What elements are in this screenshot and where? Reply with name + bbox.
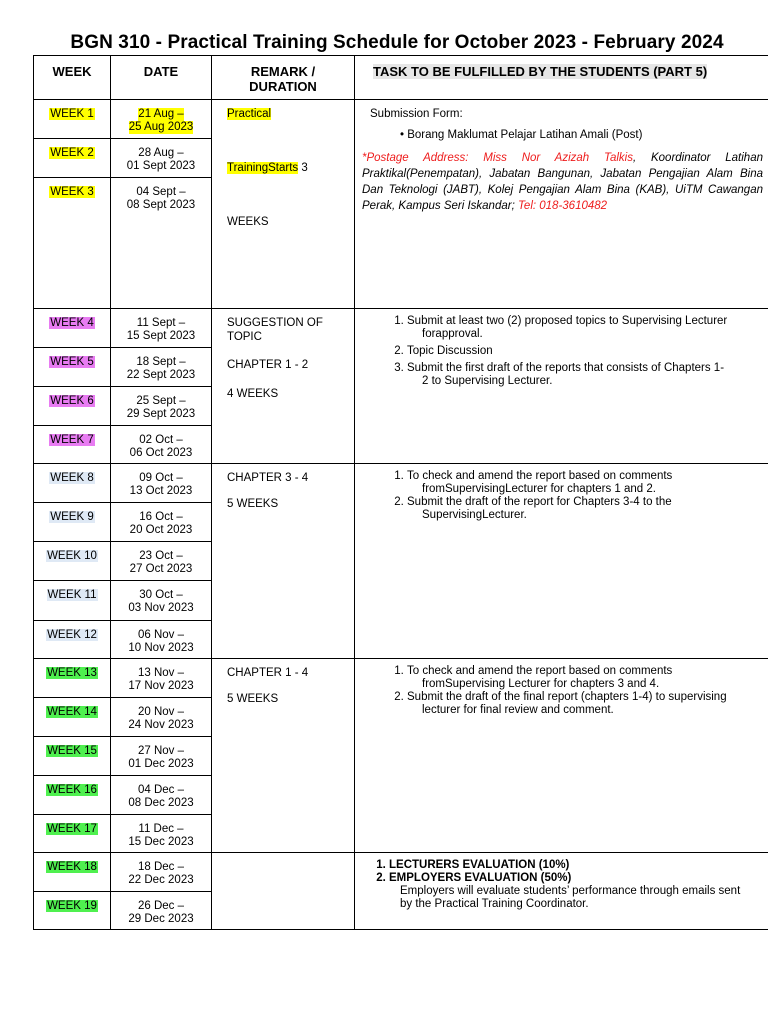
date-cell — [111, 139, 212, 178]
date-cell — [111, 464, 212, 503]
date-start: 11 Dec – — [138, 822, 184, 835]
date-end: 15 Sept 2023 — [126, 330, 196, 343]
week-cell — [34, 814, 111, 852]
week-cell — [34, 620, 111, 658]
week-label: WEEK 19 — [47, 899, 97, 912]
schedule-table — [33, 55, 768, 930]
week-cell — [34, 852, 111, 891]
date-cell — [111, 697, 212, 736]
date-start: 26 Dec – — [137, 899, 185, 912]
submission-label: Submission Form: — [370, 108, 463, 121]
list-item: 1. To check and amend the report based on comments fromSupervisingLecturer for chapters 1 and 2. — [407, 470, 763, 496]
list-item: 1. Submit at least two (2) proposed topics to Supervising Lecturer forapproval. — [407, 315, 763, 341]
header-remark-line1: REMARK / — [250, 64, 316, 79]
date-end: 01 Sept 2023 — [126, 160, 196, 173]
remark-cell-evaluation — [212, 852, 355, 929]
week-cell — [34, 464, 111, 503]
date-cell — [111, 891, 212, 929]
date-end: 10 Nov 2023 — [128, 641, 194, 654]
week-label: WEEK 18 — [47, 860, 97, 873]
week-cell — [34, 387, 111, 426]
week-label: WEEK 15 — [47, 744, 97, 757]
date-end: 08 Sept 2023 — [126, 199, 196, 212]
remark-suggestion: SUGGESTION OF — [227, 317, 323, 330]
week-cell — [34, 100, 111, 139]
date-end: 25 Aug 2023 — [128, 121, 194, 134]
week-label: WEEK 16 — [47, 783, 97, 796]
date-cell — [111, 620, 212, 658]
date-end: 13 Oct 2023 — [129, 485, 193, 498]
header-task — [355, 56, 768, 100]
date-end: 03 Nov 2023 — [128, 602, 194, 615]
remark-cell-topic — [212, 309, 355, 464]
date-start: 20 Nov – — [137, 705, 185, 718]
date-cell — [111, 503, 212, 542]
postage-address-name: *Postage Address: Miss Nor Azizah Talkis — [362, 152, 633, 165]
header-remark-line2: DURATION — [249, 79, 317, 94]
week-cell — [34, 503, 111, 542]
list-item: 2. Topic Discussion — [407, 345, 763, 358]
header-date: DATE — [111, 56, 212, 100]
list-item: 2. Submit the draft of the report for Chapters 3-4 to the SupervisingLecturer. — [407, 496, 763, 522]
remark-weeks: WEEKS — [227, 216, 269, 229]
week-label: WEEK 17 — [47, 822, 97, 835]
task-cell-chapter-1-4 — [355, 658, 768, 852]
date-start: 18 Sept – — [136, 356, 186, 369]
date-end: 29 Dec 2023 — [128, 912, 194, 925]
table-row — [34, 309, 768, 348]
date-end: 20 Oct 2023 — [129, 524, 193, 537]
week-label: WEEK 13 — [47, 666, 97, 679]
week-cell — [34, 139, 111, 178]
remark-weeks: 5 WEEKS — [227, 498, 279, 511]
date-cell — [111, 178, 212, 309]
date-end: 22 Dec 2023 — [128, 873, 194, 886]
list-item: 2. Submit the draft of the final report (chapters 1-4) to supervising lecturer for final review and comment. — [407, 691, 763, 717]
evaluation-list — [363, 859, 763, 885]
task-list — [363, 315, 763, 388]
evaluation-note: Employers will evaluate students’ performance through emails sent by the Practical Training Coordinator. — [400, 884, 741, 910]
task-list — [363, 470, 763, 522]
week-cell — [34, 775, 111, 814]
week-cell — [34, 309, 111, 348]
task-list — [363, 665, 763, 717]
week-label: WEEK 14 — [47, 705, 97, 718]
week-label: WEEK 10 — [47, 550, 97, 563]
postage-address-phone: Tel: 018-3610482 — [514, 200, 608, 213]
remark-weeks: 4 WEEKS — [227, 388, 279, 401]
task-cell-topic — [355, 309, 768, 464]
date-start: 06 Nov – — [137, 628, 185, 641]
date-start: 25 Sept – — [136, 395, 186, 408]
week-cell — [34, 426, 111, 464]
week-label: WEEK 3 — [50, 186, 94, 199]
date-cell — [111, 426, 212, 464]
date-cell — [111, 736, 212, 775]
date-end: 06 Oct 2023 — [129, 447, 193, 460]
remark-chapter: CHAPTER 1 - 4 — [227, 666, 309, 679]
remark-training-starts: TrainingStarts — [227, 162, 299, 175]
remark-topic: TOPIC — [227, 331, 262, 344]
week-label: WEEK 7 — [50, 434, 94, 447]
submission-form-name: Borang Maklumat Pelajar Latihan Amali (Post) — [407, 129, 643, 142]
date-end: 08 Dec 2023 — [128, 796, 194, 809]
date-start: 09 Oct – — [139, 472, 183, 485]
date-cell — [111, 309, 212, 348]
date-start: 04 Sept – — [136, 186, 186, 199]
list-item: 1. LECTURERS EVALUATION (10%) — [389, 859, 763, 872]
remark-practical: Practical — [227, 108, 272, 121]
date-cell — [111, 348, 212, 387]
date-start: 04 Dec – — [137, 783, 185, 796]
header-remark — [212, 56, 355, 100]
remark-chapter: CHAPTER 3 - 4 — [227, 472, 309, 485]
postage-address — [362, 150, 763, 214]
header-week: WEEK — [34, 56, 111, 100]
remark-chapter: CHAPTER 1 - 2 — [227, 359, 309, 372]
table-row — [34, 852, 768, 891]
date-start: 27 Nov – — [137, 744, 185, 757]
remark-cell-practical — [212, 100, 355, 309]
date-start: 16 Oct – — [139, 511, 183, 524]
remark-weeks: 5 WEEKS — [227, 692, 279, 705]
date-start: 18 Dec – — [137, 860, 185, 873]
list-item: 1. To check and amend the report based on comments fromSupervising Lecturer for chapters 3 and 4. — [407, 665, 763, 691]
week-label: WEEK 2 — [50, 147, 94, 160]
date-cell — [111, 387, 212, 426]
date-end: 29 Sept 2023 — [126, 408, 196, 421]
task-cell-submission — [355, 100, 768, 309]
date-start: 02 Oct – — [139, 434, 183, 447]
week-label: WEEK 11 — [47, 589, 97, 602]
task-cell-evaluation — [355, 852, 768, 929]
week-label: WEEK 8 — [50, 472, 94, 485]
week-cell — [34, 581, 111, 620]
week-cell — [34, 891, 111, 929]
date-start: 13 Nov – — [137, 666, 185, 679]
table-row — [34, 658, 768, 697]
table-row — [34, 464, 768, 503]
date-cell — [111, 814, 212, 852]
list-item: 3. Submit the first draft of the reports that consists of Chapters 1- 2 to Supervising Lecturer. — [407, 362, 763, 388]
week-cell — [34, 178, 111, 309]
week-cell — [34, 697, 111, 736]
table-row — [34, 100, 768, 139]
list-item: 2. EMPLOYERS EVALUATION (50%) — [389, 872, 763, 885]
date-cell — [111, 100, 212, 139]
date-start: 30 Oct – — [139, 589, 183, 602]
header-row — [34, 56, 768, 100]
week-label: WEEK 6 — [50, 395, 94, 408]
bullet-icon: • — [400, 129, 405, 142]
week-cell — [34, 348, 111, 387]
date-end: 24 Nov 2023 — [128, 718, 194, 731]
date-start: 23 Oct – — [139, 550, 183, 563]
date-start: 11 Sept – — [136, 317, 186, 330]
date-end: 27 Oct 2023 — [129, 563, 193, 576]
date-end: 22 Sept 2023 — [126, 369, 196, 382]
week-label: WEEK 9 — [50, 511, 94, 524]
remark-duration-number: 3 — [298, 162, 308, 175]
week-label: WEEK 1 — [50, 108, 94, 121]
date-start: 21 Aug – — [138, 108, 184, 121]
remark-cell-chapter-3-4 — [212, 464, 355, 658]
date-cell — [111, 852, 212, 891]
week-cell — [34, 736, 111, 775]
postage-address-detail: , Koordinator Latihan Praktikal(Penempatan), Jabatan Bangunan, Jabatan Pengajian Alam Bina Dan Teknologi (JABT), Kolej Pengajian Alam Bina (KAB), UiTM Cawangan Perak, Kampus Seri Iskandar; — [362, 152, 763, 213]
date-cell — [111, 581, 212, 620]
date-start: 28 Aug – — [138, 147, 184, 160]
date-end: 17 Nov 2023 — [128, 679, 194, 692]
week-label: WEEK 12 — [47, 628, 97, 641]
submission-bullet — [370, 129, 763, 142]
date-cell — [111, 542, 212, 581]
week-label: WEEK 5 — [50, 356, 94, 369]
date-end: 15 Dec 2023 — [128, 835, 194, 848]
remark-cell-chapter-1-4 — [212, 658, 355, 852]
week-label: WEEK 4 — [50, 317, 94, 330]
header-task-label: TASK TO BE FULFILLED BY THE STUDENTS (PART 5) — [373, 64, 708, 79]
week-cell — [34, 658, 111, 697]
date-cell — [111, 775, 212, 814]
page-title: BGN 310 - Practical Training Schedule for October 2023 - February 2024 — [70, 32, 724, 53]
week-cell — [34, 542, 111, 581]
task-cell-chapter-3-4 — [355, 464, 768, 658]
date-cell — [111, 658, 212, 697]
date-end: 01 Dec 2023 — [128, 757, 194, 770]
